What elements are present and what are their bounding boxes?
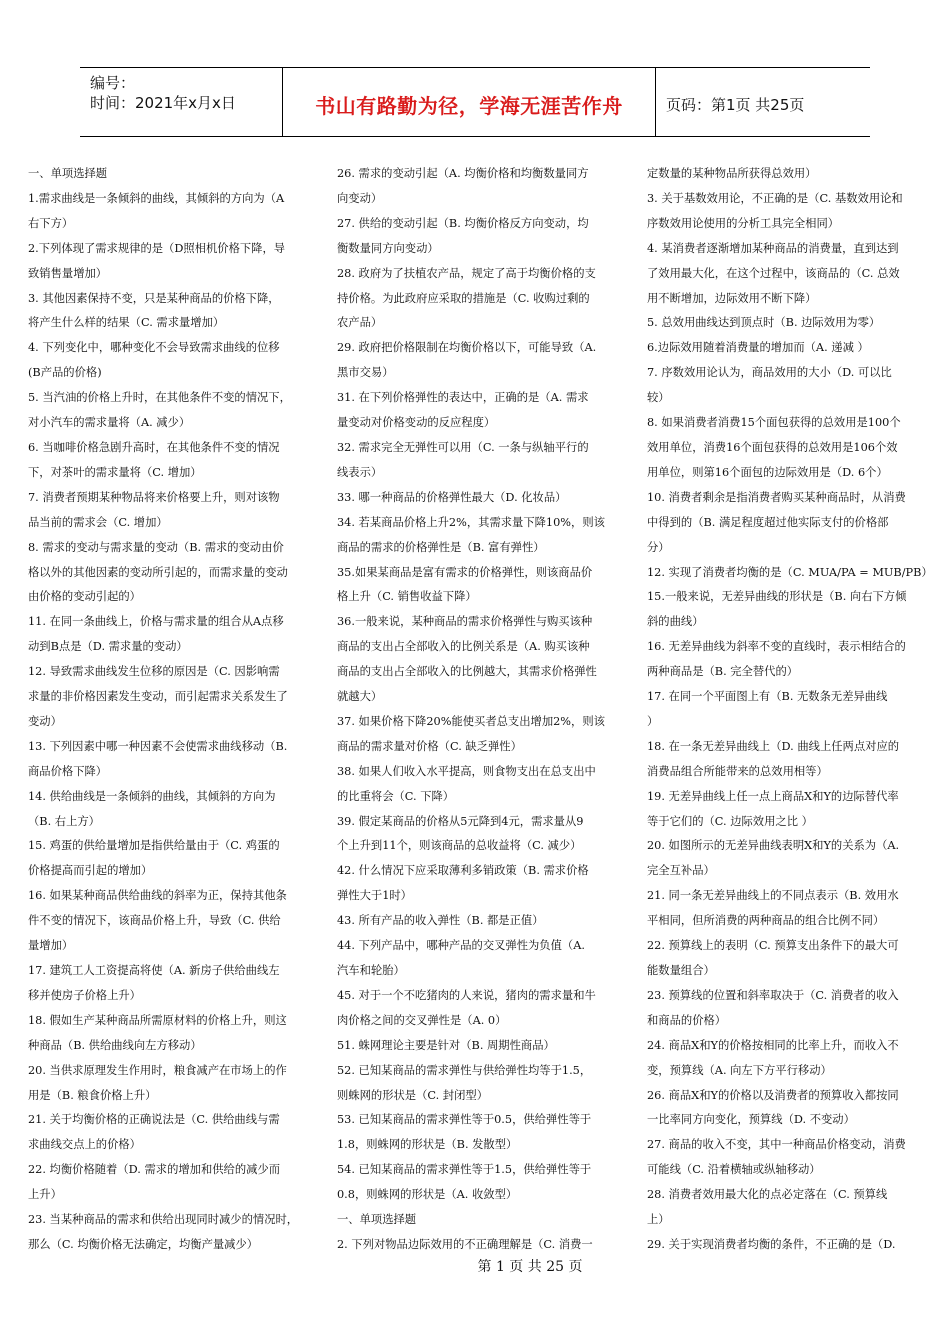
text-line: 16. 如果某种商品供给曲线的斜率为正，保持其他条 <box>28 889 287 903</box>
text-line: 致销售量增加） <box>28 266 108 280</box>
text-line: 由价格的变动引起的） <box>28 590 141 604</box>
text-line: 31. 在下列价格弹性的表达中，正确的是（A. 需求 <box>337 391 589 405</box>
text-line: 18. 假如生产某种商品所需原材料的价格上升，则这 <box>28 1013 287 1027</box>
text-line: 22. 均衡价格随着（D. 需求的增加和供给的减少而 <box>28 1163 281 1177</box>
text-line: 序数效用论使用的分析工具完全相同） <box>647 216 840 230</box>
text-line: 则蛛网的形状是（C. 封闭型） <box>337 1088 488 1102</box>
text-line: 6. 当咖啡价格急剧升高时，在其他条件不变的情况 <box>28 440 280 454</box>
text-line: 中得到的（B. 满足程度超过他实际支付的价格部 <box>647 515 889 529</box>
text-line: 1.需求曲线是一条倾斜的曲线，其倾斜的方向为（A <box>28 191 285 205</box>
text-line: 个上升到11个，则该商品的总收益将（C. 减少） <box>337 839 582 853</box>
text-line: 12. 实现了消费者均衡的是（C. MUA/PA = MUB/PB） <box>647 565 933 579</box>
text-line: 15. 鸡蛋的供给量增加是指供给量由于（C. 鸡蛋的 <box>28 839 280 853</box>
text-line: 43. 所有产品的收入弹性（B. 都是正值） <box>337 914 544 928</box>
text-line: 10. 消费者剩余是指消费者购买某种商品时，从消费 <box>647 490 906 504</box>
text-line: 19. 无差异曲线上任一点上商品X和Y的边际替代率 <box>647 789 899 803</box>
text-line: 持价格。为此政府应采取的措施是（C. 收购过剩的 <box>337 291 590 305</box>
text-line: 26. 商品X和Y的价格以及消费者的预算收入都按同 <box>647 1088 899 1102</box>
text-line: 17. 在同一个平面图上有（B. 无数条无差异曲线 <box>647 690 888 704</box>
text-line: 对小汽车的需求量将（A. 减少） <box>28 416 191 430</box>
text-line: 26. 需求的变动引起（A. 均衡价格和均衡数量同方 <box>337 167 589 180</box>
text-line: 用不断增加，边际效用不断下降） <box>647 291 817 305</box>
text-line: 54. 已知某商品的需求弹性等于1.5，供给弹性等于 <box>337 1163 592 1177</box>
text-line: 28. 消费者效用最大化的点必定落在（C. 预算线 <box>647 1188 888 1202</box>
text-line: 件不变的情况下，该商品价格上升，导致（C. 供给 <box>28 914 281 928</box>
text-line: （B. 右上方） <box>28 814 100 828</box>
text-line: 29. 政府把价格限制在均衡价格以下，可能导致（A. <box>337 341 597 355</box>
text-line: 34. 若某商品价格上升2%，其需求量下降10%，则该 <box>337 515 605 529</box>
text-line: 36.一般来说，某种商品的需求价格弹性与购买该种 <box>337 615 593 629</box>
text-line: 20. 当供求原理发生作用时，粮食减产在市场上的作 <box>28 1063 287 1077</box>
text-column-middle <box>337 162 627 1258</box>
text-line: 格上升（C. 销售收益下降） <box>337 590 477 604</box>
text-line: 就越大） <box>337 690 383 704</box>
text-line: 32. 需求完全无弹性可以用（C. 一条与纵轴平行的 <box>337 440 589 454</box>
text-line: 4. 某消费者逐渐增加某种商品的消费量，直到达到 <box>647 241 899 255</box>
text-line: 16. 无差异曲线为斜率不变的直线时，表示相结合的 <box>647 640 906 654</box>
text-line: 13. 下列因素中哪一种因素不会使需求曲线移动（B. <box>28 739 288 753</box>
text-line: 52. 已知某商品的需求弹性与供给弹性均等于1.5， <box>337 1063 592 1077</box>
text-line: 农产品） <box>337 316 383 330</box>
text-line: 向变动） <box>337 191 383 205</box>
text-line: 黑市交易） <box>337 366 394 380</box>
text-line: 效用单位，消费16个面包获得的总效用是106个效 <box>647 440 898 454</box>
text-line: 量增加） <box>28 939 74 953</box>
text-line: 23. 当某种商品的需求和供给出现同时减少的情况时， <box>28 1213 299 1227</box>
text-line: 14. 供给曲线是一条倾斜的曲线，其倾斜的方向为 <box>28 789 276 803</box>
text-line: 用单位，则第16个面包的边际效用是（D. 6个） <box>647 465 888 479</box>
text-line: ） <box>647 714 659 728</box>
text-line: 汽车和轮胎） <box>337 964 405 977</box>
text-line: 移并使房子价格上升） <box>28 988 141 1002</box>
text-line: 21. 关于均衡价格的正确说法是（C. 供给曲线与需 <box>28 1113 280 1127</box>
text-line: 下，对茶叶的需求量将（C. 增加） <box>28 465 202 479</box>
text-line: 1.8，则蛛网的形状是（B. 发散型） <box>337 1138 518 1152</box>
text-line: 5. 总效用曲线达到顶点时（B. 边际效用为零） <box>647 316 881 330</box>
text-line: 弹性大于1时） <box>337 889 412 903</box>
text-line: 44. 下列产品中，哪种产品的交叉弹性为负值（A. <box>337 939 585 953</box>
header-meta <box>80 68 283 136</box>
text-line: 21. 同一条无差异曲线上的不同点表示（B. 效用水 <box>647 889 899 903</box>
text-line: 22. 预算线上的表明（C. 预算支出条件下的最大可 <box>647 939 899 953</box>
text-line: 一、单项选择题 <box>337 1213 417 1227</box>
text-line: 27. 供给的变动引起（B. 均衡价格反方向变动，均 <box>337 216 589 230</box>
text-line: 8. 需求的变动与需求量的变动（B. 需求的变动由价 <box>28 540 284 554</box>
text-line: 完全互补品） <box>647 864 715 878</box>
text-line: 38. 如果人们收入水平提高，则食物支出在总支出中 <box>337 764 596 778</box>
text-line: 等于它们的（C. 边际效用之比 ） <box>647 814 813 828</box>
text-line: 求曲线交点上的价格） <box>28 1138 141 1152</box>
text-line: 27. 商品的收入不变，其中一种商品价格变动，消费 <box>647 1138 906 1152</box>
text-line: 可能线（C. 沿着横轴或纵轴移动） <box>647 1163 821 1177</box>
text-line: 3. 关于基数效用论，不正确的是（C. 基数效用论和 <box>647 191 903 205</box>
text-line: 20. 如图所示的无差异曲线表明X和Y的关系为（A. <box>647 839 900 853</box>
text-line: 较） <box>647 391 670 405</box>
text-line: 右下方） <box>28 216 74 230</box>
text-line: 12. 导致需求曲线发生位移的原因是（C. 因影响需 <box>28 665 280 679</box>
text-line: 24. 商品X和Y的价格按相同的比率上升，而收入不 <box>647 1038 899 1052</box>
text-line: 上） <box>647 1213 670 1227</box>
text-line: 7. 序数效用论认为，商品效用的大小（D. 可以比 <box>647 366 892 380</box>
text-line: 商品的支出占全部收入的比例关系是（A. 购买该种 <box>337 640 590 654</box>
text-line: 商品的需求的价格弹性是（B. 富有弹性） <box>337 540 545 554</box>
page-footer <box>0 1256 950 1276</box>
text-line: 商品的支出占全部收入的比例越大，其需求价格弹性 <box>337 665 597 679</box>
text-line: 15.一般来说，无差异曲线的形状是（B. 向右下方倾 <box>647 590 907 604</box>
text-line: 和商品的价格） <box>647 1013 727 1027</box>
text-line: 8. 如果消费者消费15个面包获得的总效用是100个 <box>647 416 901 430</box>
text-line: 37. 如果价格下降20%能使买者总支出增加2%，则该 <box>337 714 605 728</box>
page-header <box>80 67 870 137</box>
text-line: 45. 对于一个不吃猪肉的人来说，猪肉的需求量和牛 <box>337 988 596 1002</box>
text-line: 11. 在同一条曲线上，价格与需求量的组合从A点移 <box>28 615 284 629</box>
text-line: 衡数量同方向变动） <box>337 241 439 255</box>
text-line: (B产品的价格) <box>28 366 102 380</box>
text-line: 2. 下列对物品边际效用的不正确理解是（C. 消费一 <box>337 1237 593 1251</box>
text-line: 51. 蛛网理论主要是针对（B. 周期性商品） <box>337 1038 555 1052</box>
text-column-left <box>28 162 318 1258</box>
text-line: 肉价格之间的交叉弹性是（A. 0） <box>337 1013 507 1027</box>
text-column-right <box>647 162 937 1258</box>
text-line: 定数量的某种物品所获得总效用） <box>647 167 817 180</box>
text-line: 了效用最大化，在这个过程中，该商品的（C. 总效 <box>647 266 900 280</box>
text-line: 的比重将会（C. 下降） <box>337 789 455 803</box>
document-number-label: 编号： <box>90 74 136 92</box>
text-line: 求量的非价格因素发生变动，而引起需求关系发生了 <box>28 690 288 704</box>
text-line: 33. 哪一种商品的价格弹性最大（D. 化妆品） <box>337 490 567 504</box>
text-line: 用是（B. 粮食价格上升） <box>28 1088 157 1102</box>
text-line: 两种商品是（B. 完全替代的） <box>647 665 799 679</box>
text-line: 3. 其他因素保持不变，只是某种商品的价格下降， <box>28 291 280 305</box>
header-page-info: 页码：第1页 共25页 <box>666 96 805 114</box>
text-line: 平相同，但所消费的两种商品的组合比例不同） <box>647 914 885 928</box>
text-line: 0.8，则蛛网的形状是（A. 收敛型） <box>337 1188 518 1202</box>
header-page-cell <box>656 68 870 136</box>
text-line: 一、单项选择题 <box>28 167 108 180</box>
text-line: 变动） <box>28 714 62 728</box>
text-line: 7. 消费者预期某种物品将来价格要上升，则对该物 <box>28 490 280 504</box>
header-slogan-cell <box>283 68 656 136</box>
text-line: 种商品（B. 供给曲线向左方移动） <box>28 1038 202 1052</box>
text-line: 2.下列体现了需求规律的是（D照相机价格下降，导 <box>28 241 286 255</box>
text-line: 5. 当汽油的价格上升时，在其他条件不变的情况下， <box>28 391 291 405</box>
text-line: 53. 已知某商品的需求弹性等于0.5，供给弹性等于 <box>337 1113 592 1127</box>
text-line: 6.边际效用随着消费量的增加而（A. 递减 ） <box>647 341 869 355</box>
text-line: 量变动对价格变动的反应程度） <box>337 416 496 430</box>
text-line: 一比率同方向变化，预算线（D. 不变动） <box>647 1113 855 1127</box>
text-line: 23. 预算线的位置和斜率取决于（C. 消费者的收入 <box>647 988 899 1002</box>
text-line: 格以外的其他因素的变动所引起的，而需求量的变动 <box>28 565 288 579</box>
text-line: 分） <box>647 540 670 554</box>
text-line: 能数量组合） <box>647 964 715 977</box>
text-line: 品当前的需求会（C. 增加） <box>28 515 168 529</box>
text-line: 变，预算线（A. 向左下方平行移动） <box>647 1063 832 1077</box>
text-line: 消费品组合所能带来的总效用相等） <box>647 764 828 778</box>
text-line: 价格提高而引起的增加） <box>28 864 153 878</box>
text-line: 28. 政府为了扶植农产品，规定了高于均衡价格的支 <box>337 266 596 280</box>
text-line: 17. 建筑工人工资提高将使（A. 新房子供给曲线左 <box>28 964 280 977</box>
text-line: 将产生什么样的结果（C. 需求量增加） <box>28 316 225 330</box>
text-line: 那么（C. 均衡价格无法确定，均衡产量减少） <box>28 1237 259 1251</box>
text-line: 上升） <box>28 1188 62 1202</box>
footer-page-number: 第 1 页 共 25 页 <box>477 1259 583 1275</box>
text-line: 18. 在一条无差异曲线上（D. 曲线上任两点对应的 <box>647 739 900 753</box>
text-line: 线表示） <box>337 465 383 479</box>
text-line: 斜的曲线） <box>647 615 704 629</box>
text-line: 35.如果某商品是富有需求的价格弹性，则该商品价 <box>337 565 593 579</box>
text-line: 商品价格下降） <box>28 764 108 778</box>
text-line: 29. 关于实现消费者均衡的条件，不正确的是（D. <box>647 1237 896 1251</box>
text-line: 4. 下列变化中，哪种变化不会导致需求曲线的位移 <box>28 341 280 355</box>
text-line: 42. 什么情况下应采取薄利多销政策（B. 需求价格 <box>337 864 589 878</box>
text-line: 39. 假定某商品的价格从5元降到4元，需求量从9 <box>337 814 584 828</box>
text-line: 动到B点是（D. 需求量的变动） <box>28 640 188 654</box>
document-time-label: 时间：2021年x月x日 <box>90 94 236 112</box>
text-line: 商品的需求量对价格（C. 缺乏弹性） <box>337 739 522 753</box>
header-slogan: 书山有路勤为径，学海无涯苦作舟 <box>315 94 623 118</box>
